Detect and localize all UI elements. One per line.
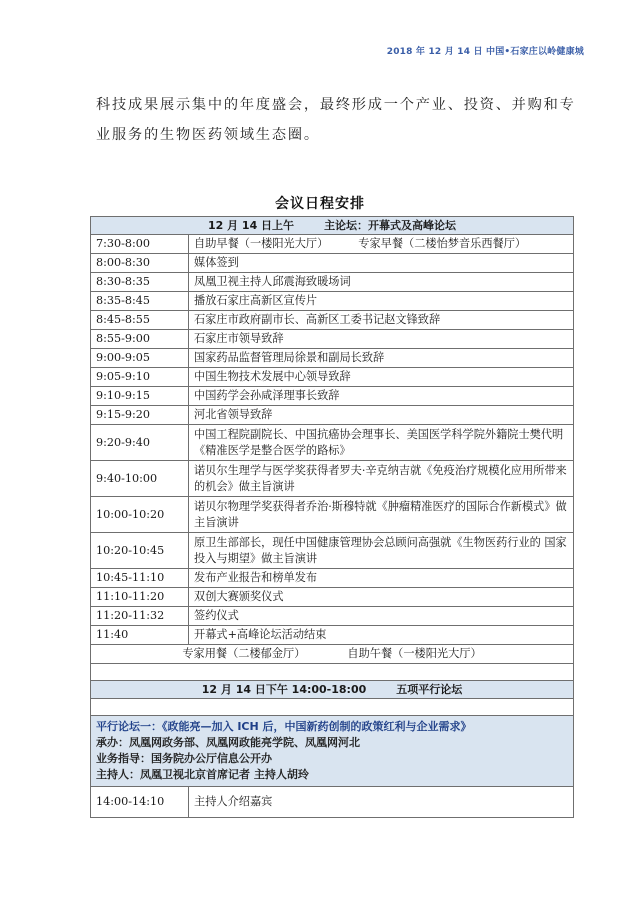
- table-row: [91, 425, 574, 461]
- time-cell: 10:00-10:20: [91, 497, 189, 533]
- time-cell: 9:40-10:00: [91, 461, 189, 497]
- forum-guidance: 业务指导：国务院办公厅信息公开办: [96, 752, 272, 765]
- time-cell: 8:55-9:00: [91, 330, 189, 349]
- desc-cell: 签约仪式: [189, 607, 574, 626]
- table-row: [91, 626, 574, 645]
- time-cell: 14:00-14:10: [91, 787, 189, 818]
- lunch-expert: 专家用餐（二楼郁金厅）: [182, 647, 306, 660]
- time-cell: 7:30-8:00: [91, 235, 189, 254]
- desc-cell: [189, 235, 574, 254]
- desc-cell: 原卫生部部长，现任中国健康管理协会总顾问高强就《生物医药行业的 国家投入与期望》做主旨演讲: [189, 533, 574, 569]
- desc-cell: 中国生物技术发展中心领导致辞: [189, 368, 574, 387]
- table-row: [91, 787, 574, 818]
- time-cell: 8:45-8:55: [91, 311, 189, 330]
- time-cell: 9:20-9:40: [91, 425, 189, 461]
- lunch-self: 自助午餐（一楼阳光大厅）: [347, 647, 482, 660]
- desc-cell: 石家庄市政府副市长、高新区工委书记赵文锋致辞: [189, 311, 574, 330]
- breakfast-expert: 专家早餐（二楼怡梦音乐西餐厅）: [358, 237, 527, 250]
- morning-band-date: 12 月 14 日上午: [207, 218, 295, 232]
- table-row: [91, 588, 574, 607]
- forum-info-row: [91, 716, 574, 787]
- blank-row: [91, 664, 574, 681]
- desc-cell: 开幕式+高峰论坛活动结束: [189, 626, 574, 645]
- intro-paragraph: [96, 90, 576, 150]
- table-row: [91, 349, 574, 368]
- table-row: [91, 569, 574, 588]
- intro-line-2: 业服务的生物医药领域生态圈。: [96, 127, 320, 143]
- table-row: [91, 607, 574, 626]
- page-header: 2018 年 12 月 14 日 中国•石家庄以岭健康城: [386, 47, 584, 57]
- table-row: [91, 330, 574, 349]
- desc-cell: 主持人介绍嘉宾: [189, 787, 574, 818]
- table-row: [91, 533, 574, 569]
- table-row: [91, 292, 574, 311]
- table-row: [91, 368, 574, 387]
- desc-cell: 诺贝尔物理学奖获得者乔治·斯穆特就《肿瘤精准医疗的国际合作新模式》做主旨演讲: [189, 497, 574, 533]
- time-cell: 11:40: [91, 626, 189, 645]
- desc-cell: 诺贝尔生理学与医学奖获得者罗夫·辛克纳吉就《免疫治疗规模化应用所带来的机会》做主旨演讲: [189, 461, 574, 497]
- time-cell: 8:35-8:45: [91, 292, 189, 311]
- table-row: [91, 406, 574, 425]
- desc-cell: 播放石家庄高新区宣传片: [189, 292, 574, 311]
- table-row: [91, 461, 574, 497]
- desc-cell: 中国药学会孙咸泽理事长致辞: [189, 387, 574, 406]
- table-row: [91, 311, 574, 330]
- desc-cell: 凤凰卫视主持人邱震海致暖场词: [189, 273, 574, 292]
- time-cell: 9:15-9:20: [91, 406, 189, 425]
- table-row: [91, 235, 574, 254]
- lunch-row: [91, 645, 574, 664]
- desc-cell: 石家庄市领导致辞: [189, 330, 574, 349]
- blank-row: [91, 699, 574, 716]
- schedule-table: [90, 216, 574, 818]
- afternoon-band-title: 五项平行论坛: [396, 682, 463, 696]
- desc-cell: 中国工程院副院长、中国抗癌协会理事长、美国医学科学院外籍院士樊代明《精准医学是整合医学的路标》: [189, 425, 574, 461]
- table-row: [91, 254, 574, 273]
- afternoon-band-date: 12 月 14 日下午 14:00-18:00: [201, 682, 367, 696]
- desc-cell: 河北省领导致辞: [189, 406, 574, 425]
- time-cell: 8:00-8:30: [91, 254, 189, 273]
- forum-title: 平行论坛一：《政能亮—加入 ICH 后，中国新药创制的政策红利与企业需求》: [96, 720, 472, 733]
- desc-cell: 双创大赛颁奖仪式: [189, 588, 574, 607]
- time-cell: 10:20-10:45: [91, 533, 189, 569]
- table-row: [91, 387, 574, 406]
- time-cell: 11:10-11:20: [91, 588, 189, 607]
- breakfast-self: 自助早餐（一楼阳光大厅）: [194, 237, 329, 250]
- table-row: [91, 273, 574, 292]
- time-cell: 11:20-11:32: [91, 607, 189, 626]
- time-cell: 9:10-9:15: [91, 387, 189, 406]
- morning-band: [91, 217, 574, 235]
- schedule-title: 会议日程安排: [275, 196, 365, 212]
- time-cell: 9:00-9:05: [91, 349, 189, 368]
- time-cell: 10:45-11:10: [91, 569, 189, 588]
- forum-hosts: 主持人：凤凰卫视北京首席记者 主持人胡玲: [96, 768, 309, 781]
- time-cell: 8:30-8:35: [91, 273, 189, 292]
- forum-organizer: 承办：凤凰网政务部、凤凰网政能亮学院、凤凰网河北: [96, 736, 360, 749]
- afternoon-band: [91, 681, 574, 699]
- intro-line-1: 科技成果展示集中的年度盛会，最终形成一个产业、投资、并购和专: [96, 97, 576, 113]
- desc-cell: 发布产业报告和榜单发布: [189, 569, 574, 588]
- desc-cell: 媒体签到: [189, 254, 574, 273]
- morning-band-title: 主论坛：开幕式及高峰论坛: [324, 218, 457, 232]
- table-row: [91, 497, 574, 533]
- desc-cell: 国家药品监督管理局徐景和副局长致辞: [189, 349, 574, 368]
- time-cell: 9:05-9:10: [91, 368, 189, 387]
